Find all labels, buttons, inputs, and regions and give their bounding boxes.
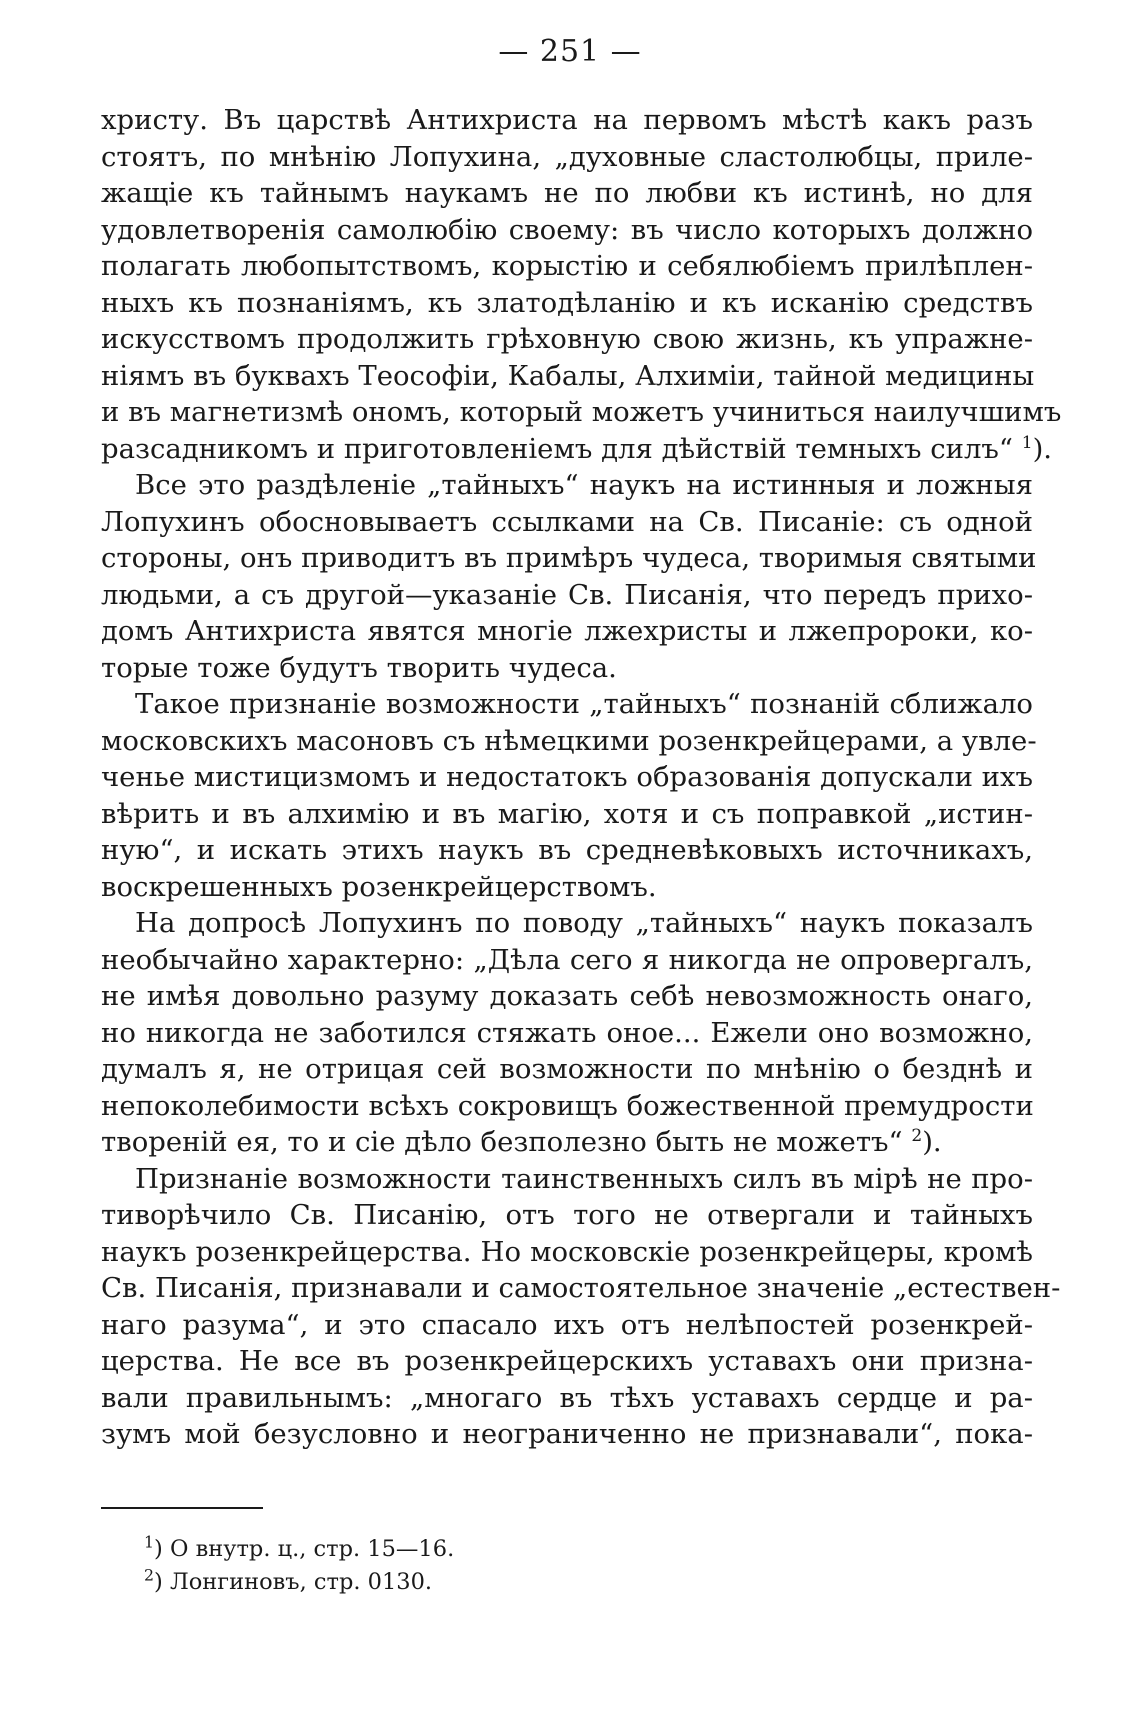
text-line: воскрешенныхъ розенкрейцерствомъ. <box>101 870 657 903</box>
text-line: стоятъ, по мнѣнію Лопухина, „духовные сластолюбцы, приле- <box>101 140 1033 173</box>
text-line: разсадникомъ и приготовленіемъ для дѣйствій темныхъ силъ“ <box>101 432 1013 465</box>
text-line: искусствомъ продолжить грѣховную свою жизнь, къ упражне- <box>101 323 1033 355</box>
footnote-2 <box>144 1566 454 1599</box>
footnote-marker: 2 <box>144 1565 155 1585</box>
footnote-divider <box>101 1507 263 1509</box>
text-line: жащіе къ тайнымъ наукамъ не по любви къ истинѣ, но для <box>101 177 1033 209</box>
text-line: удовлетворенія самолюбію своему: въ число которыхъ должно <box>101 213 1033 246</box>
paragraph-start: Такое признаніе возможности „тайныхъ“ познаній сближало <box>135 688 1033 720</box>
text-line: наго разума“, и это спасало ихъ отъ нелѣпостей розенкрей- <box>101 1308 1033 1341</box>
text-line: ченье мистицизмомъ и недостатокъ образованія допускали ихъ <box>101 761 1034 793</box>
text-line: Св. Писанія, признавали и самостоятельное значеніе „естествен- <box>101 1272 1061 1304</box>
text-line: торые тоже будутъ творить чудеса. <box>101 651 617 684</box>
footnote-ref-close: ). <box>1032 432 1053 465</box>
text-line: христу. Въ царствѣ Антихриста на первомъ мѣстѣ какъ разъ <box>101 104 1033 136</box>
text-line-with-footnote-ref <box>101 431 1053 468</box>
text-line: ную“, и искать этихъ наукъ въ средневѣковыхъ источникахъ, <box>101 834 1033 866</box>
footnotes <box>144 1533 454 1599</box>
text-line: твореній ея, то и сіе дѣло безполезно быть не можетъ“ <box>101 1126 903 1158</box>
text-line: не имѣя довольно разуму доказать себѣ невозможность онаго, <box>101 980 1033 1012</box>
footnote-text: О внутр. ц., стр. 15—16. <box>169 1536 455 1562</box>
footnote-ref-close: ). <box>922 1126 942 1158</box>
text-line: думалъ я, не отрицая сей возможности по мнѣнію о безднѣ и <box>101 1053 1033 1085</box>
paragraph-start: На допросѣ Лопухинъ по поводу „тайныхъ“ наукъ показалъ <box>135 907 1033 939</box>
text-line: вѣрить и въ алхимію и въ магію, хотя и съ поправкой „истин- <box>101 797 1033 830</box>
text-line: непоколебимости всѣхъ сокровищъ божественной премудрости <box>101 1089 1034 1122</box>
text-line: вали правильнымъ: „многаго въ тѣхъ уставахъ сердце и ра- <box>101 1381 1033 1414</box>
footnote-1 <box>144 1533 454 1566</box>
footnote-ref: 2 <box>911 1125 923 1146</box>
text-line: московскихъ масоновъ съ нѣмецкими розенкрейцерами, а увле- <box>101 724 1037 757</box>
text-line: необычайно характерно: „Дѣла сего я никогда не опровергалъ, <box>101 943 1033 976</box>
footnote-text: Лонгиновъ, стр. 0130. <box>169 1569 433 1595</box>
text-line: но никогда не заботился стяжать оное... Ежели оно возможно, <box>101 1016 1033 1049</box>
text-line: полагать любопытствомъ, корыстію и себялюбіемъ прилѣплен- <box>101 250 1033 282</box>
text-line: и въ магнетизмѣ ономъ, который можетъ учиниться наилучшимъ <box>101 396 1062 428</box>
text-line: домъ Антихриста явятся многіе лжехристы и лжепророки, ко- <box>101 615 1033 647</box>
main-text <box>101 102 1062 1453</box>
text-line-with-footnote-ref <box>101 1124 1033 1161</box>
text-line: церства. Не все въ розенкрейцерскихъ уставахъ они призна- <box>101 1345 1033 1377</box>
footnote-marker: 1 <box>144 1532 155 1552</box>
text-line: наукъ розенкрейцерства. Но московскіе розенкрейцеры, кромѣ <box>101 1235 1033 1268</box>
paragraph-start: Все это раздѣленіе „тайныхъ“ наукъ на истинныя и ложныя <box>135 469 1033 501</box>
footnote-marker-close: ) <box>154 1536 163 1562</box>
footnote-ref: 1 <box>1021 432 1033 453</box>
text-line: ныхъ къ познаніямъ, къ златодѣланію и къ исканію средствъ <box>101 286 1033 319</box>
text-line: Лопухинъ обосновываетъ ссылками на Св. Писаніе: съ одной <box>101 505 1033 538</box>
page-number: — 251 — <box>498 34 642 69</box>
text-line: тиворѣчило Св. Писанію, отъ того не отвергали и тайныхъ <box>101 1199 1033 1231</box>
text-line: стороны, онъ приводитъ въ примѣръ чудеса, творимыя святыми <box>101 542 1037 574</box>
paragraph-start: Признаніе возможности таинственныхъ силъ въ мірѣ не про- <box>135 1162 1033 1195</box>
text-line: ніямъ въ буквахъ Теософіи, Кабалы, Алхиміи, тайной медицины <box>101 359 1035 392</box>
text-line: зумъ мой безусловно и неограниченно не признавали“, пока- <box>101 1418 1033 1450</box>
footnote-marker-close: ) <box>154 1569 163 1595</box>
text-line: людьми, а съ другой—указаніе Св. Писанія, что передъ прихо- <box>101 578 1033 611</box>
